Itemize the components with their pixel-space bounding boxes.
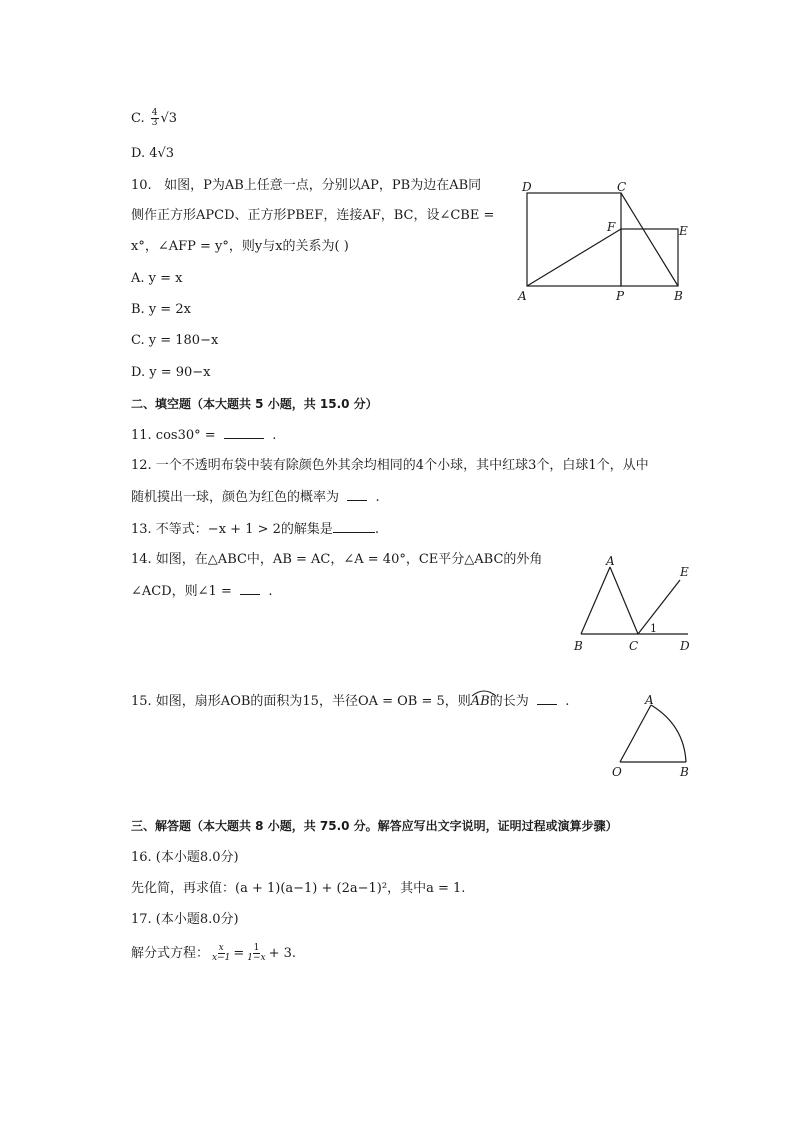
- q10-option-b: B. y = 2x: [131, 302, 191, 317]
- section-3-heading: 三、解答题（本大题共 8 小题，共 75.0 分。解答应写出文字说明，证明过程或演算步骤）: [131, 819, 618, 833]
- arc-ab: AB: [471, 693, 490, 711]
- q15-blank[interactable]: [537, 692, 557, 705]
- q10-line2: 侧作正方形APCD、正方形PBEF，连接AF，BC，设∠CBE =: [131, 208, 495, 223]
- label-A: A: [606, 554, 615, 568]
- fraction-x-over-x-minus-1: $\frac{x}{x-1}$: [212, 943, 231, 963]
- q10-option-a: A. y = x: [131, 271, 183, 286]
- label-C: C: [629, 639, 639, 653]
- q10-option-c: C. y = 180−x: [131, 333, 219, 348]
- label-C: C: [617, 180, 627, 194]
- option-d: D. 4√3: [131, 146, 175, 161]
- q12-line1: 12. 一个不透明布袋中装有除颜色外其余均相同的4个小球，其中红球3个，白球1个，从中: [131, 458, 649, 473]
- fraction-1-over-1-minus-x: $\frac{1}{1-x}$: [247, 943, 266, 963]
- q12-line2: 随机摸出一球，颜色为红色的概率为 .: [131, 490, 380, 505]
- section-2-heading: 二、填空题（本大题共 5 小题，共 15.0 分）: [131, 397, 378, 411]
- label-B: B: [674, 289, 683, 303]
- q11: 11. cos30° = .: [131, 428, 277, 443]
- label-E: E: [679, 224, 688, 238]
- q16-number: 16. (本小题8.0分): [131, 850, 239, 865]
- q10-line3: x°，∠AFP = y°，则y与x的关系为( ): [131, 239, 349, 254]
- label-A: A: [645, 693, 654, 707]
- q13: 13. 不等式：−x + 1 > 2的解集是 .: [131, 522, 380, 537]
- q17-text: 解分式方程： $\frac{x}{x-1}$ = $\frac{1}{1-x}$ + 3.: [131, 943, 297, 963]
- q10-option-d: D. y = 90−x: [131, 365, 211, 380]
- label-B: B: [574, 639, 583, 653]
- label-D: D: [522, 180, 532, 194]
- q16-text: 先化简，再求值：(a + 1)(a−1) + (2a−1)²，其中a = 1.: [131, 881, 466, 896]
- label-E: E: [680, 565, 689, 579]
- label-O: O: [612, 765, 622, 779]
- q10-line1: 10. 如图，P为AB上任意一点，分别以AP，PB为边在AB同: [131, 178, 482, 193]
- sqrt-3: √3: [160, 111, 178, 126]
- q14-line1: 14. 如图，在△ABC中，AB = AC，∠A = 40°，CE平分△ABC的外角: [131, 552, 543, 567]
- label-F: F: [607, 220, 616, 234]
- fraction-4-3: $\frac{4}{3}$: [151, 108, 158, 128]
- q14-blank[interactable]: [240, 582, 260, 595]
- q12-blank[interactable]: [347, 488, 367, 501]
- option-d-value: 4√3: [149, 146, 175, 161]
- arc-mark: [471, 689, 497, 697]
- q13-blank[interactable]: [333, 520, 375, 533]
- q11-blank[interactable]: [224, 426, 264, 439]
- q15: 15. 如图，扇形AOB的面积为15，半径OA = OB = 5，则 AB的长为 .: [131, 692, 569, 711]
- label-P: P: [616, 289, 625, 303]
- q14-line2: ∠ACD，则∠1 = .: [131, 584, 273, 599]
- q17-number: 17. (本小题8.0分): [131, 912, 239, 927]
- label-angle-1: 1: [650, 622, 657, 635]
- label-D: D: [680, 639, 690, 653]
- label-A: A: [518, 289, 527, 303]
- label-B: B: [680, 765, 689, 779]
- option-c: C. $\frac{4}{3}$ √3: [131, 108, 178, 128]
